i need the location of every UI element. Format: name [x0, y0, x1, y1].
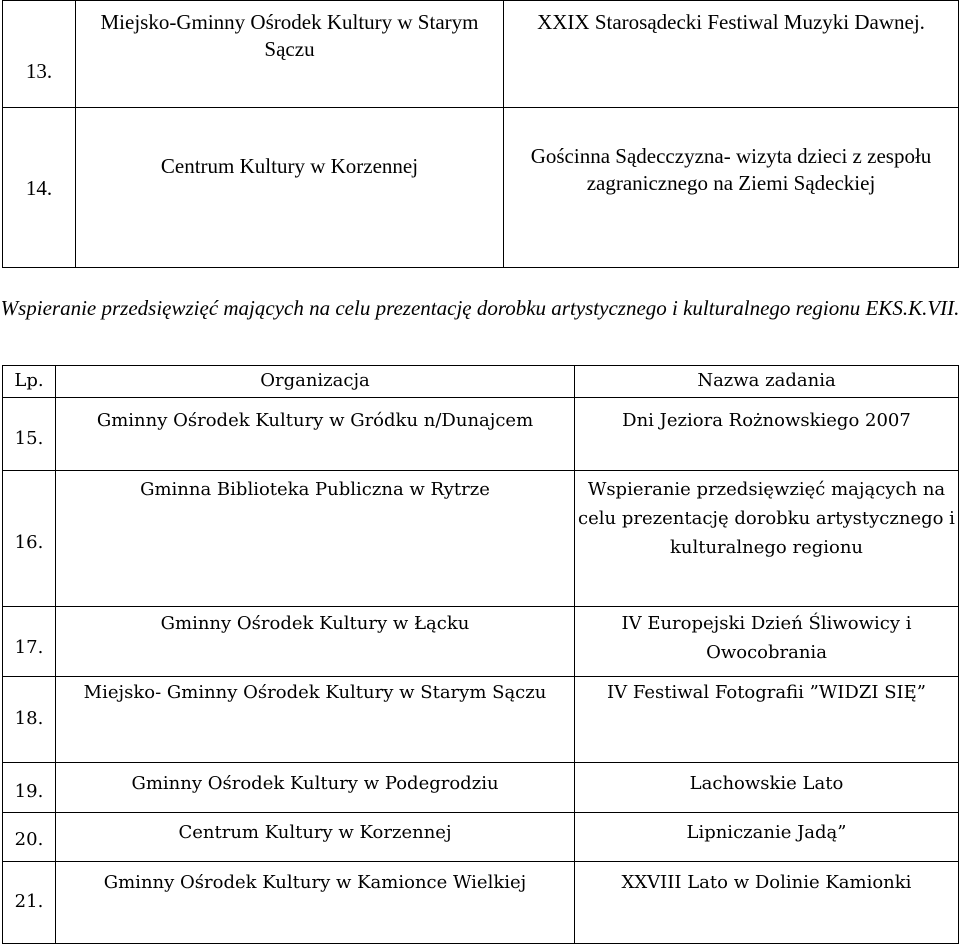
- task-cell: Lachowskie Lato: [575, 763, 959, 813]
- table-row: [3, 763, 959, 813]
- table-row: [3, 398, 959, 471]
- task-cell: IV Festiwal Fotografii ”WIDZI SIĘ”: [575, 677, 959, 763]
- organization-cell: Centrum Kultury w Korzennej: [76, 108, 504, 268]
- task-cell: Lipniczanie Jadą”: [575, 813, 959, 862]
- task-cell: IV Europejski Dzień Śliwowicy i Owocobrania: [575, 607, 959, 677]
- organization-cell: Gminna Biblioteka Publiczna w Rytrze: [56, 471, 575, 607]
- table-row: [3, 1, 959, 108]
- organization-cell: Miejsko- Gminny Ośrodek Kultury w Starym Sączu: [56, 677, 575, 763]
- table-row: [3, 471, 959, 607]
- task-cell: Dni Jeziora Rożnowskiego 2007: [575, 398, 959, 471]
- table-row: [3, 862, 959, 944]
- row-number: 14.: [3, 108, 76, 268]
- table-main: [2, 365, 959, 944]
- section-heading: Wspieranie przedsięwzięć mających na celu prezentację dorobku artystycznego i kulturalnego regionu EKS.K.VII.: [0, 296, 960, 320]
- table-row: [3, 108, 959, 268]
- organization-cell: Gminny Ośrodek Kultury w Kamionce Wielkiej: [56, 862, 575, 944]
- organization-cell: Gminny Ośrodek Kultury w Podegrodziu: [56, 763, 575, 813]
- task-cell: XXVIII Lato w Dolinie Kamionki: [575, 862, 959, 944]
- row-number: 18.: [3, 677, 56, 763]
- table-row: [3, 607, 959, 677]
- task-cell: Gościnna Sądecczyzna- wizyta dzieci z zespołu zagranicznego na Ziemi Sądeckiej: [504, 108, 959, 268]
- row-number: 19.: [3, 763, 56, 813]
- table-row: [3, 813, 959, 862]
- header-lp: Lp.: [3, 366, 56, 398]
- table-header: [3, 366, 959, 398]
- row-number: 13.: [3, 1, 76, 108]
- table-top: [2, 0, 959, 268]
- row-number: 16.: [3, 471, 56, 607]
- row-number: 17.: [3, 607, 56, 677]
- task-cell: XXIX Starosądecki Festiwal Muzyki Dawnej.: [504, 1, 959, 108]
- organization-cell: Miejsko-Gminny Ośrodek Kultury w Starym Sączu: [76, 1, 504, 108]
- row-number: 15.: [3, 398, 56, 471]
- row-number: 21.: [3, 862, 56, 944]
- organization-cell: Centrum Kultury w Korzennej: [56, 813, 575, 862]
- header-task: Nazwa zadania: [575, 366, 959, 398]
- header-organization: Organizacja: [56, 366, 575, 398]
- table-row: [3, 677, 959, 763]
- row-number: 20.: [3, 813, 56, 862]
- organization-cell: Gminny Ośrodek Kultury w Gródku n/Dunajcem: [56, 398, 575, 471]
- organization-cell: Gminny Ośrodek Kultury w Łącku: [56, 607, 575, 677]
- task-cell: Wspieranie przedsięwzięć mających na celu prezentację dorobku artystycznego i kulturalnego regionu: [575, 471, 959, 607]
